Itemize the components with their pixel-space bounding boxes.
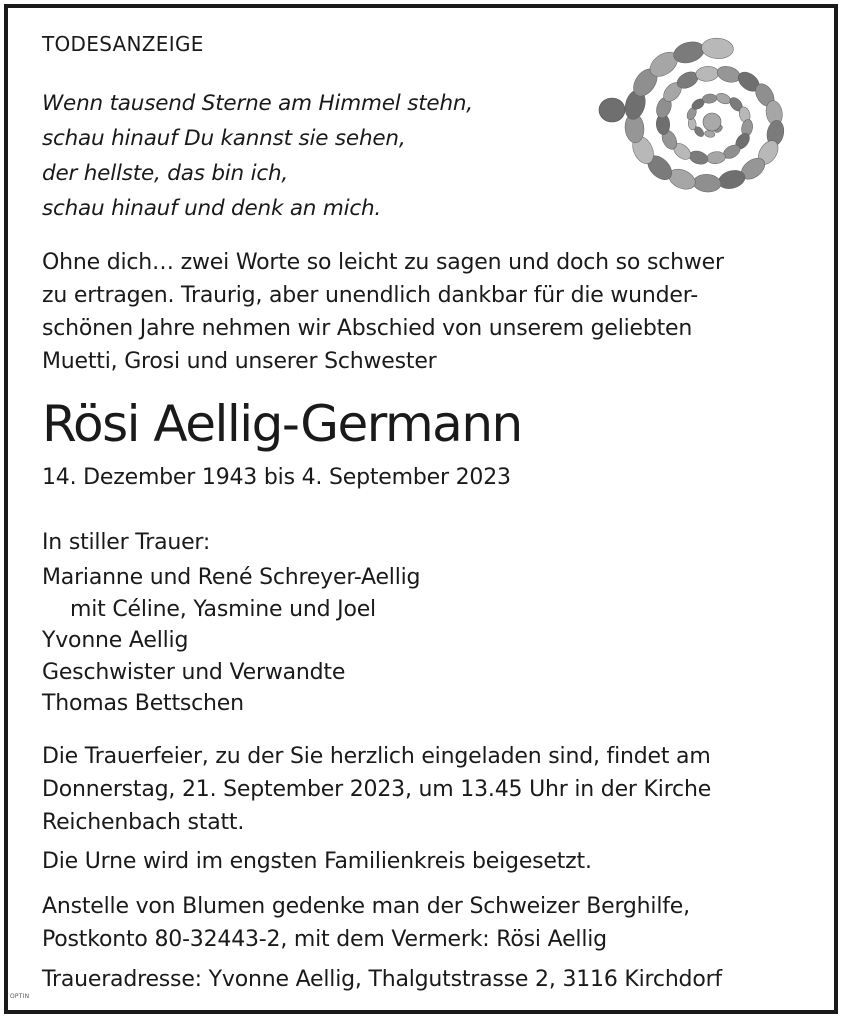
stone: [693, 173, 722, 192]
mourner-entry: Thomas Bettschen: [42, 691, 244, 716]
mourner-entry: mit Céline, Yasmine und Joel: [70, 596, 376, 622]
service-info: [42, 740, 711, 839]
intro-paragraph: [42, 246, 724, 378]
intro-line: zu ertragen. Traurig, aber unendlich dankbar für die wunder-: [42, 283, 698, 308]
service-line: Reichenbach statt.: [42, 810, 245, 835]
mourner-entry: Marianne und René Schreyer-Aellig: [42, 565, 421, 590]
mourners-title: In stiller Trauer:: [42, 530, 211, 555]
poem-line: der hellste, das bin ich,: [42, 161, 289, 186]
stone: [702, 93, 717, 103]
intro-line: schönen Jahre nehmen wir Abschied von unserem geliebten: [42, 316, 693, 341]
urn-info: Die Urne wird im engsten Familienkreis beigesetzt.: [42, 849, 592, 874]
deceased-name: Rösi Aellig-Germann: [42, 395, 522, 453]
poem: [42, 86, 473, 226]
poem-line: Wenn tausend Sterne am Himmel stehn,: [42, 91, 473, 116]
stone: [599, 98, 625, 122]
donation-line: Anstelle von Blumen gedenke man der Schweizer Berghilfe,: [42, 894, 690, 919]
stone: [715, 91, 733, 106]
life-dates: 14. Dezember 1943 bis 4. September 2023: [42, 465, 511, 490]
stone: [703, 113, 721, 131]
donation-info: [42, 890, 690, 956]
intro-line: Muetti, Grosi und unserer Schwester: [42, 349, 437, 374]
mourning-address: Traueradresse: Yvonne Aellig, Thalgutstrasse 2, 3116 Kirchdorf: [42, 967, 722, 992]
stone: [688, 149, 710, 167]
donation-line: Postkonto 80-32443-2, mit dem Vermerk: Rösi Aellig: [42, 927, 607, 952]
poem-line: schau hinauf Du kannst sie sehen,: [42, 126, 406, 151]
intro-line: Ohne dich… zwei Worte so leicht zu sagen und doch so schwer: [42, 250, 724, 275]
footer-code: OPTIN: [10, 993, 30, 1000]
mourner-entry: Geschwister und Verwandte: [42, 659, 346, 685]
stone: [706, 151, 726, 165]
service-line: Die Trauerfeier, zu der Sie herzlich eingeladen sind, findet am: [42, 744, 711, 769]
stone: [701, 37, 734, 60]
service-line: Donnerstag, 21. September 2023, um 13.45 Uhr in der Kirche: [42, 777, 712, 802]
stone-spiral-image: [592, 36, 812, 216]
notice-label: TODESANZEIGE: [42, 32, 204, 56]
stone: [715, 64, 742, 85]
poem-line: schau hinauf und denk an mich.: [42, 196, 382, 221]
mourner-entry: Yvonne Aellig: [42, 628, 189, 653]
mourners-list: [42, 562, 420, 720]
stone: [695, 65, 719, 82]
